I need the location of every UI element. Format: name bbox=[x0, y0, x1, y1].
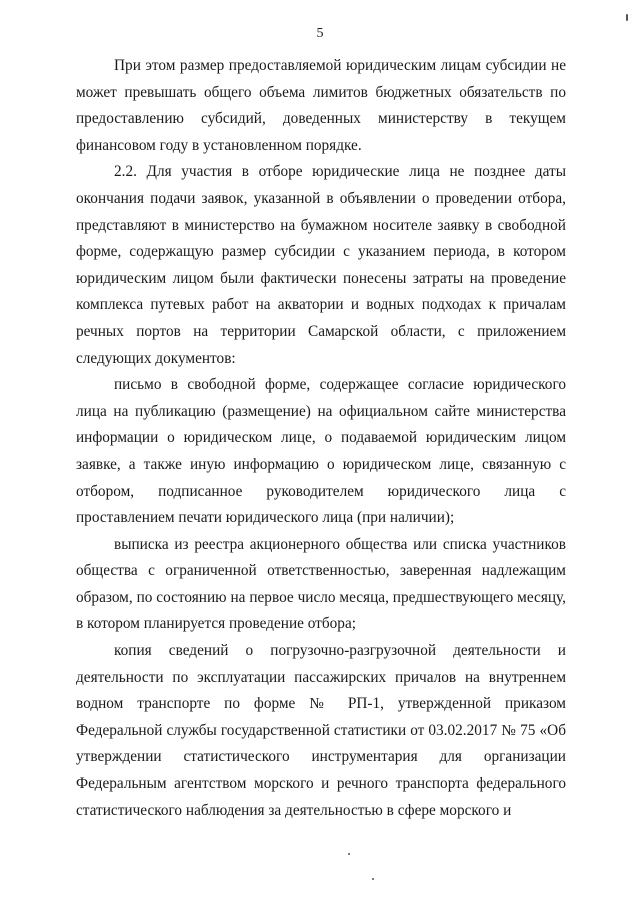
paragraph-rp1-copy: копия сведений о погрузочно-разгрузочной деятельности и деятельности по эксплуатации пассажирских причалов на внутреннем водном транспорте по форме № РП-1, утвержденной приказом Федеральной службы государственной статистики от 03.02.2017 № 75 «Об утверждении статистического инструментария для организации Федеральным агентством морского и речного транспорта федерального статистического наблюдения за деятельностью в сфере морского и bbox=[76, 642, 566, 819]
paragraph-consent-letter: письмо в свободной форме, содержащее согласие юридического лица на публикацию (размещение) на официальном сайте министерства информации о юридическом лице, о подаваемой юридическим лицом заявке, а также иную информацию о юридическом лице, связанную с отбором, подписанное руководителем юридического лица с проставлением печати юридического лица (при наличии); bbox=[76, 376, 566, 527]
scan-speck bbox=[626, 14, 628, 21]
paragraph-registry-extract: выписка из реестра акционерного общества или списка участников общества с ограниченной ответственностью, заверенная надлежащим образом, по состоянию на первое число месяца, предшествующего месяцу, в котором планируется проведение отбора; bbox=[76, 535, 566, 633]
paragraph-2-2-application: 2.2. Для участия в отборе юридические лица не позднее даты окончания подачи заявок, указанной в объявлении о проведении отбора, представляют в министерство на бумажном носителе заявку в свободной форме, содержащую размер субсидии с указанием периода, в котором юридическим лицом были фактически понесены затраты на проведение комплекса путевых работ на акватории и водных подходах к причалам речных портов на территории Самарской области, с приложением следующих документов: bbox=[76, 163, 566, 367]
scan-speck bbox=[372, 878, 374, 880]
document-body bbox=[76, 53, 566, 824]
paragraph-subsidy-limit: При этом размер предоставляемой юридическим лицам субсидии не может превышать общего объема лимитов бюджетных обязательств по предоставлению субсидий, доведенных министерству в текущем финансовом году в установленном порядке. bbox=[76, 57, 566, 154]
page-number: 5 bbox=[316, 26, 324, 41]
scan-speck bbox=[348, 853, 350, 855]
